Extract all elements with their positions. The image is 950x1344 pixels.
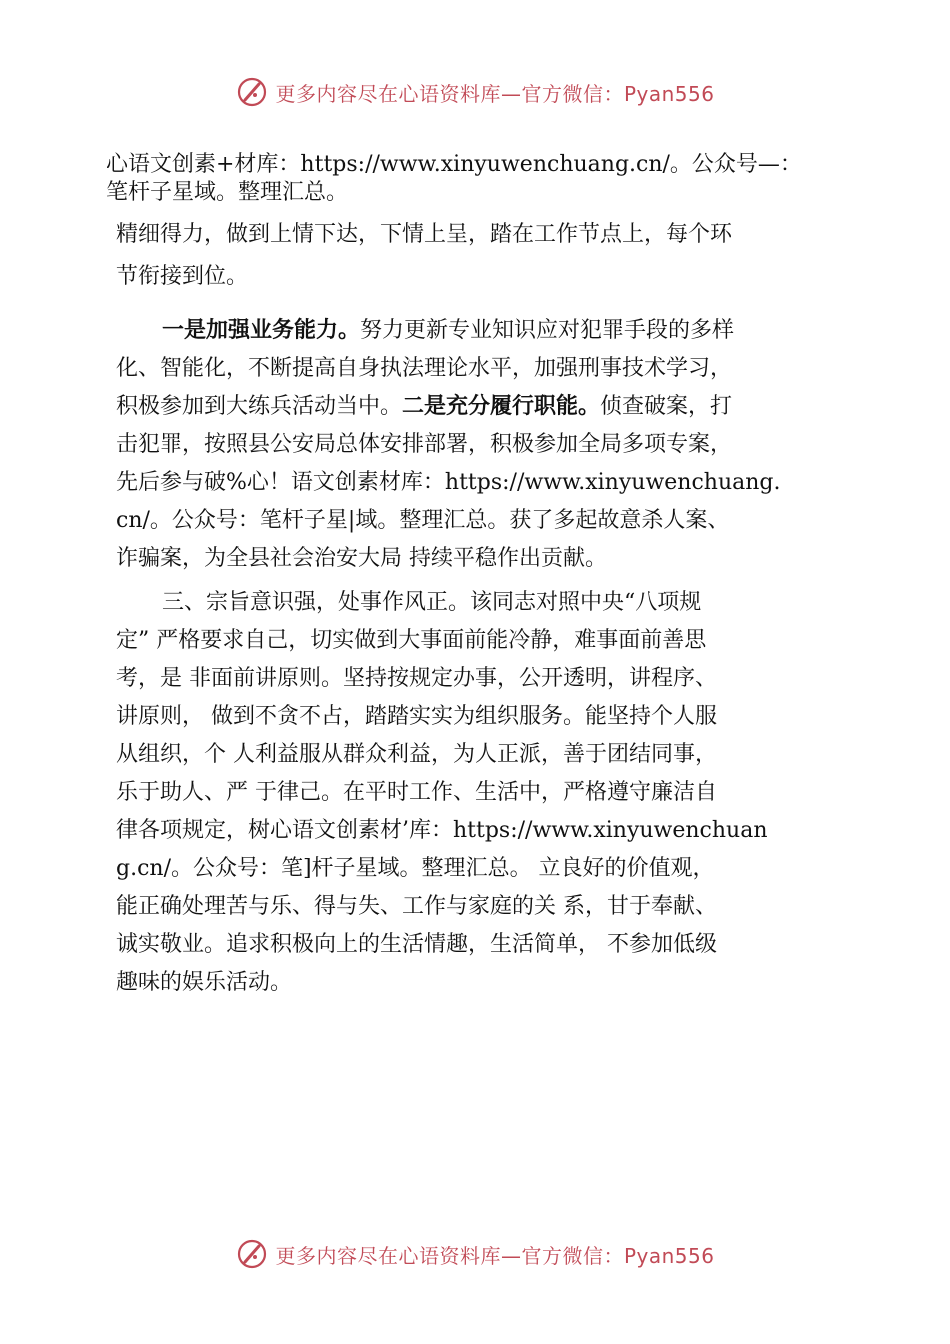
doc-line: 乐于助人、严 于律己。在平时工作、生活中，严格遵守廉洁自 [116,780,717,805]
bold-heading: 二是充分履行职能。 [402,394,601,419]
doc-text: 侦查破案，打 [600,394,733,419]
doc-line: 笔杆子星域。整理汇总。 [106,180,349,205]
doc-line: 诈骗案，为全县社会治安大局 持续平稳作出贡献。 [116,546,607,571]
doc-line: 定” 严格要求自己，切实做到大事面前能冷静，难事面前善思 [116,628,707,653]
banner-text: 更多内容尽在心语资料库—官方微信：Pyan556 [275,81,715,106]
banner-text: 更多内容尽在心语资料库—官方微信：Pyan556 [275,1243,715,1268]
pen-logo-icon [235,1237,269,1271]
doc-line: 击犯罪，按照县公安局总体安排部署，积极参加全局多项专案， [116,432,733,457]
doc-line: 考，是 非面前讲原则。坚持按规定办事，公开透明，讲程序、 [116,666,717,691]
doc-line: 三、宗旨意识强，处事作风正。该同志对照中央“八项规 [162,590,702,615]
doc-line: cn/。公众号：笔杆子星|域。整理汇总。获了多起故意杀人案、 [116,508,730,533]
doc-line: 化、智能化，不断提高自身执法理论水平，加强刑事技术学习， [116,356,733,381]
doc-line: 心语文创素+材库：https://www.xinyuwenchuang.cn/。公众号—： [106,152,802,177]
doc-line: 从组织，个 人利益服从群众利益，为人正派，善于团结同事， [116,742,717,767]
footer-banner [0,1232,950,1276]
doc-line: 讲原则， 做到不贪不占，踏踏实实为组织服务。能坚持个人服 [116,704,717,729]
bold-heading: 一是加强业务能力。 [162,318,361,343]
doc-line: 律各项规定，树心语文创素材’库：https://www.xinyuwenchuan [116,818,768,843]
doc-line [102,388,842,426]
doc-text: 积极参加到大练兵活动当中。 [116,394,403,419]
doc-line: 先后参与破%心！语文创素材库：https://www.xinyuwenchuang. [116,470,781,495]
doc-line: 节衔接到位。 [116,264,249,289]
doc-line: 精细得力，做到上情下达，下情上呈，踏在工作节点上，每个环 [116,222,733,247]
doc-line [102,312,842,350]
pen-logo-icon [235,75,269,109]
header-banner [0,70,950,114]
doc-line: 诚实敬业。追求积极向上的生活情趣，生活简单， 不参加低级 [116,932,717,957]
doc-line: 能正确处理苦与乐、得与失、工作与家庭的关 系，甘于奉献、 [116,894,717,919]
document-body [102,146,842,1002]
doc-text: 努力更新专业知识应对犯罪手段的多样 [360,318,735,343]
doc-line: 趣味的娱乐活动。 [116,970,293,995]
doc-line: g.cn/。公众号：笔]杆子星域。整理汇总。 立良好的价值观， [116,856,715,881]
